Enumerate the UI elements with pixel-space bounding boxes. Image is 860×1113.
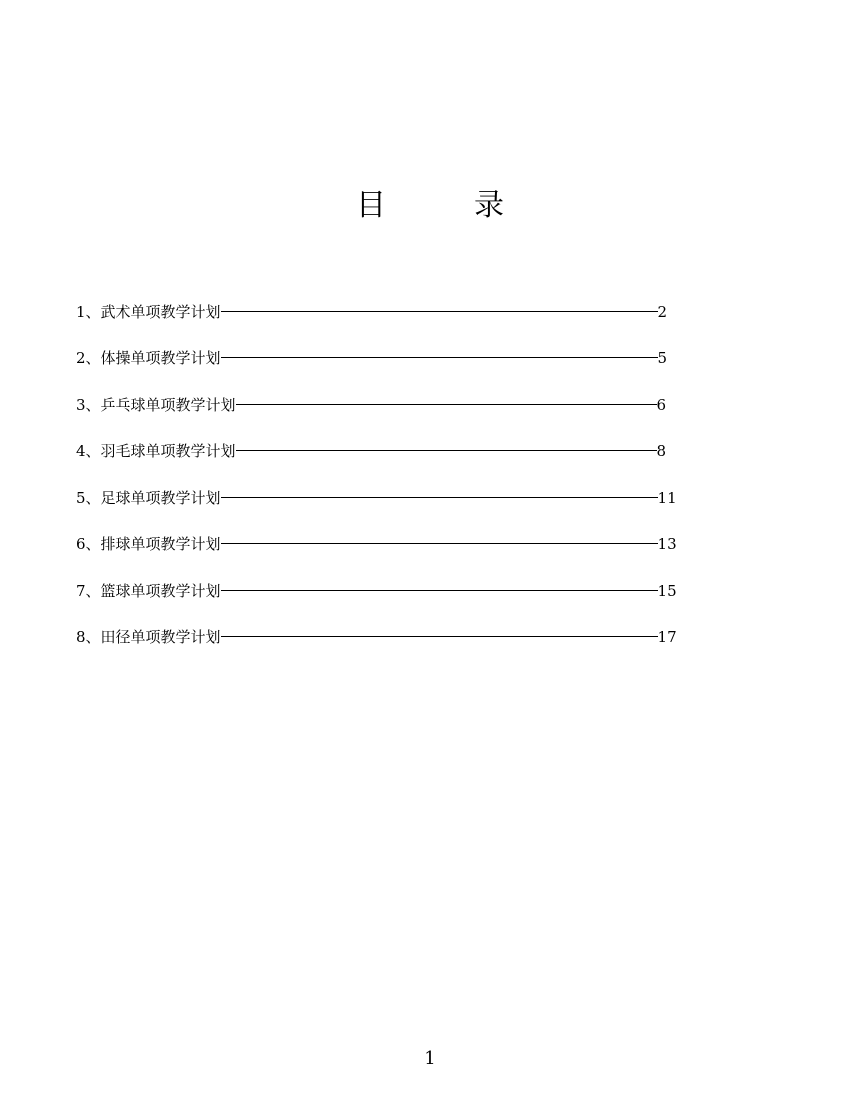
toc-entry-page: 13 xyxy=(657,535,677,553)
toc-leader xyxy=(221,543,658,544)
title-char-1: 目 xyxy=(356,188,386,223)
toc-entry-text: 3、乒乓球单项教学计划 xyxy=(76,396,236,414)
toc-leader xyxy=(221,636,658,637)
page-number: 1 xyxy=(424,1048,436,1069)
toc-entry-page: 2 xyxy=(657,303,668,321)
toc-leader xyxy=(221,497,658,498)
toc-entry-text: 6、排球单项教学计划 xyxy=(76,535,221,553)
toc-entry-text: 8、田径单项教学计划 xyxy=(76,628,221,646)
toc-entry-page: 15 xyxy=(657,582,677,600)
page-title xyxy=(0,186,860,226)
toc-leader xyxy=(221,590,658,591)
toc-entry-text: 4、羽毛球单项教学计划 xyxy=(76,442,236,460)
toc-entry-page: 6 xyxy=(656,396,667,414)
toc-entry-2[interactable] xyxy=(76,346,667,370)
toc-entry-page: 17 xyxy=(657,628,677,646)
toc-entry-page: 8 xyxy=(656,442,667,460)
toc-leader xyxy=(221,311,658,312)
toc-entry-5[interactable] xyxy=(76,486,677,510)
toc-leader xyxy=(221,357,658,358)
toc-entry-page: 11 xyxy=(657,489,677,507)
toc-entry-6[interactable] xyxy=(76,532,677,556)
toc-entry-7[interactable] xyxy=(76,579,677,603)
toc-entry-text: 1、武术单项教学计划 xyxy=(76,303,221,321)
toc-entry-3[interactable] xyxy=(76,393,666,417)
toc-entry-8[interactable] xyxy=(76,625,677,649)
toc-entry-4[interactable] xyxy=(76,439,666,463)
title-char-2: 录 xyxy=(474,188,504,223)
toc-entry-page: 5 xyxy=(657,349,668,367)
toc-entry-text: 2、体操单项教学计划 xyxy=(76,349,221,367)
toc-entry-text: 7、篮球单项教学计划 xyxy=(76,582,221,600)
toc-leader xyxy=(236,450,657,451)
toc-entry-text: 5、足球单项教学计划 xyxy=(76,489,221,507)
toc-leader xyxy=(236,404,657,405)
toc-entry-1[interactable] xyxy=(76,300,667,324)
